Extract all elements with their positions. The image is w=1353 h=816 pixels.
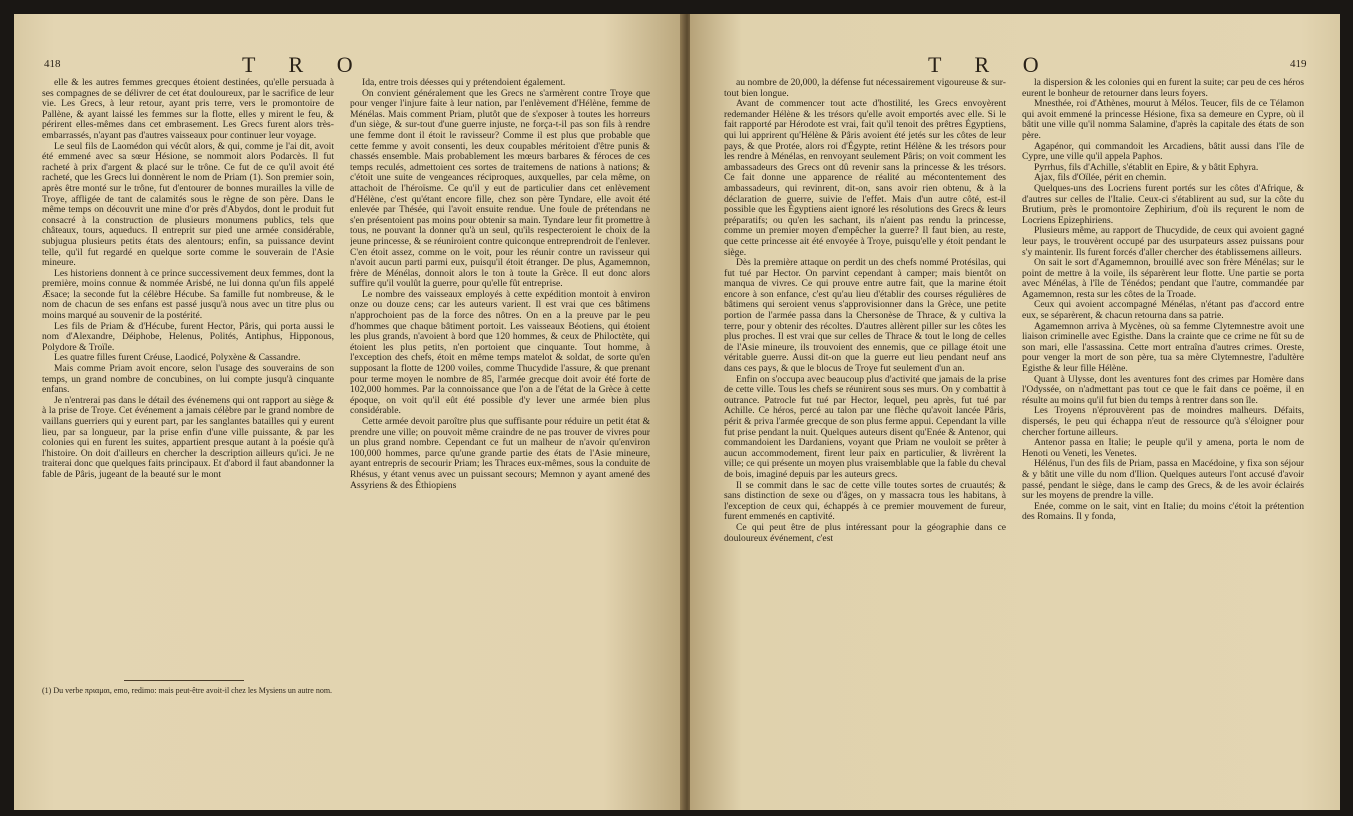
- paragraph: Quelques-uns des Locriens furent portés sur les côtes d'Afrique, & d'autres sur celles de l'Italie. Ceux-ci s'établirent au sud, sur la côte du Brutium, près le promontoire Zephirium, d'où ils reçurent le nom de Locriens Epizephiriens.: [1022, 182, 1304, 226]
- paragraph: Enée, comme on le sait, vint en Italie; du moins c'étoit la prétention des Romains. Il y fonda,: [1022, 500, 1304, 523]
- paragraph: Les Troyens n'éprouvèrent pas de moindres malheurs. Défaits, dispersés, le peu qui échappa n'eut de ressource qu'à s'éloigner pour chercher fortune ailleurs.: [1022, 405, 1304, 438]
- footnote-rule: [124, 680, 244, 681]
- paragraph: Ida, entre trois déesses qui y prétendoient également.: [362, 78, 566, 88]
- paragraph: Hélénus, l'un des fils de Priam, passa en Macédoine, y fixa son séjour & y bâtit une ville du nom d'Ilion. Quelques auteurs l'ont accusé d'avoir passé, pendant le siège, dans le camp des Grecs, & de les avoir éclairés sur les moyens de prendre la ville.: [1022, 458, 1304, 502]
- paragraph: la dispersion & les colonies qui en furent la suite; car peu de ces héros eurent le bonheur de retourner dans leurs foyers.: [1022, 78, 1304, 99]
- paragraph: Mais comme Priam avoit encore, selon l'usage des souverains de son temps, un grand nombre de concubines, on lui compte jusqu'à cinquante enfans.: [42, 363, 334, 396]
- right-column-1: [724, 78, 1006, 718]
- paragraph: Mnesthée, roi d'Athènes, mourut à Mélos. Teucer, fils de ce Télamon qui avoit emmené la princesse Hésione, fixa sa demeure en Cypre, où il bâtit une ville qu'il nomma Salamine, d'après la capitale des états de son père.: [1022, 98, 1304, 141]
- paragraph: Avant de commencer tout acte d'hostilité, les Grecs envoyèrent redemander Hélène & les trésors qu'elle avoit emportés avec elle. Si le fait rapporté par Hérodote est vrai, fait qu'il tenoit des prêtres Égyptiens, qui lui apprirent qu'Hélène & Pâris avoient été jetés sur les côtes de leur pays, & que Protée, alors roi d'Égypte, retint Hélène & les trésors pour les rendre à Ménélas, en renvoyant seulement Pâris; on voit comment les ambassadeurs des Grecs ont dû revenir sans la princesse & les trésors. Ce fait donne une apparence de réalité au mécontentement des ambassadeurs, qui revinrent, dit-on, sans avoir rien obtenu, & à la déclaration de guerre, suivie de l'effet. Mais d'un autre côté, est-il possible que les Égyptiens aient ignoré les résolutions des Grecs & leurs préparatifs; ou qu'en les sachant, ils n'aient pas rendu la princesse, comme un premier moyen d'empêcher la guerre? Il faut bien, au reste, que cette princesse ait été envoyée à Troye, puisqu'elle y étoit pendant le siège.: [724, 98, 1006, 258]
- paragraph: Le nombre des vaisseaux employés à cette expédition montoit à environ onze ou douze cens; car les auteurs varient. Il est vrai que ces bâtimens n'approchoient pas de la force des nôtres. On en a la preuve par le peu d'hommes que chaque bâtiment portoit. Les vaisseaux Béotiens, qui étoient les plus grands, n'avoient à bord que 120 hommes, & ceux de Philoctète, qui étoient les plus petits, n'en portoient que cinquante. Tout homme, à l'exception des chefs, étoit en même temps matelot & soldat, de sorte qu'en supposant la flotte de 1200 voiles, comme Thucydide l'assure, & que prenant pour terme moyen le nombre de 85, l'armée grecque doit avoir été forte de 102,000 hommes. Par la connoissance que l'on a de l'état de la Grèce à cette époque, on voit qu'il eût été possible d'y lever une armée bien plus considérable.: [350, 288, 650, 417]
- page-number-left: 418: [44, 58, 61, 70]
- paragraph: Cette armée devoit paroître plus que suffisante pour réduire un petit état & prendre une ville; on pouvoit même craindre de ne pas trouver de vivres pour un plus grand nombre. Cependant ce fut un malheur de n'avoir qu'environ 100,000 hommes, parce qu'une grande partie des états de l'Asie mineure, ayant entrepris de secourir Priam; les Thraces eux-mêmes, sous la conduite de Rhésus, y étant venus avec un puissant secours; Memnon y ayant amené des Assyriens & des Éthiopiens: [350, 416, 650, 491]
- paragraph: Les historiens donnent à ce prince successivement deux femmes, dont la première, moins connue & nommée Arisbé, ne lui donna qu'un fils appelé Æsace; la seconde fut la célèbre Hécube. Sa famille fut nombreuse, & le nom de chacun de ses enfans est passé jusqu'à nous avec un titre plus ou moins marqué au souvenir de la postérité.: [42, 267, 334, 322]
- paragraph: Agamemnon arriva à Mycènes, où sa femme Clytemnestre avoit une liaison criminelle avec Egisthe. Dans la crainte que ce crime ne fût su de son mari, elle l'assassina. Cette mort entraîna d'autres crimes. Oreste, pour venger la mort de son père, tua sa mère Clytemnestre, l'adultère Egisthe & leur fille Hélène.: [1022, 320, 1304, 375]
- right-page: [690, 14, 1340, 810]
- left-column-2: [350, 78, 650, 718]
- left-column-1: [42, 78, 334, 678]
- paragraph: Plusieurs même, au rapport de Thucydide, de ceux qui avoient gagné leur pays, le trouvèrent occupé par des usurpateurs assez puissans pour s'y maintenir. Ils furent forcés d'aller chercher des établissemens ailleurs.: [1022, 225, 1304, 258]
- footnote: (1) Du verbe πριαμαι, emo, redimo: mais peut-être avoit-il chez les Mysiens un autre nom.: [42, 686, 333, 695]
- paragraph: Il se commit dans le sac de cette ville toutes sortes de cruautés; & sans distinction de sexe ou d'âges, on y massacra tous les habitans, à l'exception de ceux qui, échappés à ce premier mouvement de fureur, furent emmenés en captivité.: [724, 479, 1006, 523]
- paragraph: Les quatre filles furent Créuse, Laodicé, Polyxène & Cassandre.: [54, 352, 301, 364]
- paragraph: Pyrrhus, fils d'Achille, s'établit en Epire, & y bâtit Ephyra.: [1034, 161, 1259, 173]
- paragraph: Quant à Ulysse, dont les aventures font des crimes par Homère dans l'Odyssée, on n'admettant pas tout ce que le fait dans ce poëme, il en résulte au moins qu'il fut bien du temps à rentrer dans son île.: [1022, 373, 1304, 406]
- running-head-left: T R O: [242, 52, 367, 77]
- paragraph: au nombre de 20,000, la défense fut nécessairement vigoureuse & sur-tout bien longue.: [724, 78, 1006, 99]
- paragraph: Enfin on s'occupa avec beaucoup plus d'activité que jamais de la prise de cette ville. Tous les chefs se réunirent sous ses murs. On y combattit à outrance. Patrocle fut tué par Hector, lequel, peu après, fut tué par Achille. Ce héros, percé au talon par une flèche qu'avoit lancée Pâris, périt & priva l'armée grecque de son plus ferme appui. Cependant la ville fut prise pendant la nuit. Quelques auteurs disent qu'Enée & Antenor, qui commandoient les Dardaniens, voyant que Priam ne vouloit se prêter à aucun accommodement, firent leur paix en particulier, & livrèrent la ville; ce qui présente un moyen plus vraisemblable que la fable du cheval de bois, imaginé depuis par les auteurs grecs.: [724, 373, 1006, 480]
- paragraph: On sait le sort d'Agamemnon, brouillé avec son frère Ménélas; sur le point de mettre à la voile, ils séparèrent leur flotte. Une partie se porta avec Ménélas, à l'île de Ténédos; pendant que l'autre, commandée par Agamemnon, resta sur les côtes de la Troade.: [1022, 257, 1304, 300]
- right-column-2: [1022, 78, 1304, 718]
- paragraph: Ceux qui avoient accompagné Ménélas, n'étant pas d'accord entre eux, se séparèrent, & chacun retourna dans sa patrie.: [1022, 299, 1304, 322]
- paragraph: Ajax, fils d'Oïlée, périt en chemin.: [1034, 172, 1167, 184]
- left-page: [14, 14, 684, 810]
- paragraph: Ce qui peut être de plus intéressant pour la géographie dans ce douloureux événement, c'est: [724, 521, 1006, 544]
- paragraph: Les fils de Priam & d'Hécube, furent Hector, Pâris, qui porta aussi le nom d'Alexandre, Déiphobe, Helenus, Polités, Antiphus, Hipponous, Polydore & Troïle.: [42, 320, 334, 353]
- paragraph: Dès la première attaque on perdit un des chefs nommé Protésilas, qui fut tué par Hector. On parvint cependant à camper; mais bientôt on manqua de vivres. Ce qui prouve entre autre fait, que la marine étoit encore à son enfance, c'est qu'au lieu d'établir des courses régulières de bâtimens qui seroient venus s'approvisionner dans la Grèce, une petite portion de l'armée passa dans la Chersonèse de Thrace, & y cultiva la terre, pour y obtenir des récoltes. D'autres allèrent piller sur les côtes les plus proches. Il est vrai que sur celles de Thrace & tout le long de celles de l'Asie mineure, ils trouvoient des ennemis, que ce pillage étoit une véritable guerre. Aussi dit-on que la guerre eut lieu pendant neuf ans dans ces pays, & que le blocus de Troye fut seulement d'un an.: [724, 257, 1006, 375]
- paragraph: Agapénor, qui commandoit les Arcadiens, bâtit aussi dans l'île de Cypre, une ville qu'il appela Paphos.: [1022, 140, 1304, 163]
- paragraph: Antenor passa en Italie; le peuple qu'il y amena, porta le nom de Henoti ou Veneti, les Venetes.: [1022, 437, 1304, 459]
- page-number-right: 419: [1290, 58, 1307, 70]
- paragraph: Je n'entrerai pas dans le détail des événemens qui ont rapport au siège & à la prise de Troye. Cet événement a jamais célèbre par le grand nombre de vaillans guerriers qui y eurent part, par les sanglantes batailles qui y eurent lieu, par sa longueur, par la prise enfin d'une ville puissante, & par les colonies qui en furent les suites, appartient presque autant à la poésie qu'à l'histoire. On doit d'ailleurs en chercher la description ailleurs qu'ici. Je ne traiterai donc que quelques faits principaux. Et d'abord il faut abandonner la fable de Pâris, jugeant de la beauté sur le mont: [42, 394, 334, 480]
- book-spread: [14, 14, 1340, 810]
- paragraph: elle & les autres femmes grecques étoient destinées, qu'elle persuada à ses compagnes de se délivrer de cet état douloureux, par le sacrifice de leur vie. Les Grecs, à leur retour, ayant pris terre, vers le promontoire de Pallène, & ayant laissé les femmes sur la flotte, elles y mirent le feu, & périrent elles-mêmes dans cet embrasement. Les Grecs furent alors très-embarrassés, n'ayant pas d'autres vaisseaux pour continuer leur voyage.: [42, 78, 334, 141]
- paragraph: Le seul fils de Laomédon qui vécût alors, & qui, comme je l'ai dit, avoit été emmené avec sa sœur Hésione, se nommoit alors Podarcès. Il fut racheté à prix d'argent & placé sur le trône. Ce fut de ce qu'il avoit été racheté, que les Grecs lui donnèrent le nom de Priam (1). Son premier soin, après être monté sur le trône, fut d'entourer de bonnes murailles la ville de Troye, affligée de tant de calamités sous le règne de son père. Dans le même temps on découvrit une mine d'or près d'Abydos, dont le produit fut consacré à la construction de plusieurs monumens publics, tels que châteaux, tours, aqueducs. Il entreprit sur pied une armée considérable, subjugua plusieurs petits états des alentours; enfin, sa puissance devint telle, qu'il fut regardé en quelque sorte comme le souverain de l'Asie mineure.: [42, 140, 334, 269]
- running-head-right: T R O: [928, 52, 1053, 77]
- paragraph: On convient généralement que les Grecs ne s'armèrent contre Troye que pour venger l'injure faite à leur nation, par l'enlèvement d'Hélène, femme de Ménélas. Mais comment Priam, plutôt que de s'exposer à toutes les horreurs d'un siège, & sur-tout d'une guerre injuste, ne força-t-il pas son fils à rendre une femme dont il étoit le ravisseur? Comme il est plus que probable que cette femme y avoit consenti, les deux coupables méritoient d'être punis & chassés ensemble. Mais probablement les mœurs barbares & féroces de ces temps reculés, admettoient ces sortes de traitemens de nations à nations; & c'étoit une suite de vengeances réciproques, auxquelles, par cela même, on attachoit de l'héroïsme. Ce qu'il y eut de particulier dans cet enlèvement d'Hélène, c'est qu'étant encore fille, chez son père Tyndare, elle avoit été enlevée par Thésée, qui l'avoit ensuite rendue. Une foule de prétendans ne s'en présentoient pas moins pour obtenir sa main. Tyndare leur fit promettre à tous, ne pouvant la donner qu'à un seul, qu'ils respecteroient le choix de la jeune princesse, & se réuniroient contre quiconque entreprendroit de l'enlever. C'en étoit assez, comme on le voit, pour les réunir contre un ravisseur qui n'avoit aucun parti parmi eux, puisqu'il étoit étranger. De plus, Agamemnon, frère de Ménélas, donnoit alors le ton à toute la Grèce. Il eut donc alors suffire qu'il voulût la guerre, pour qu'elle fût entreprise.: [350, 87, 650, 290]
